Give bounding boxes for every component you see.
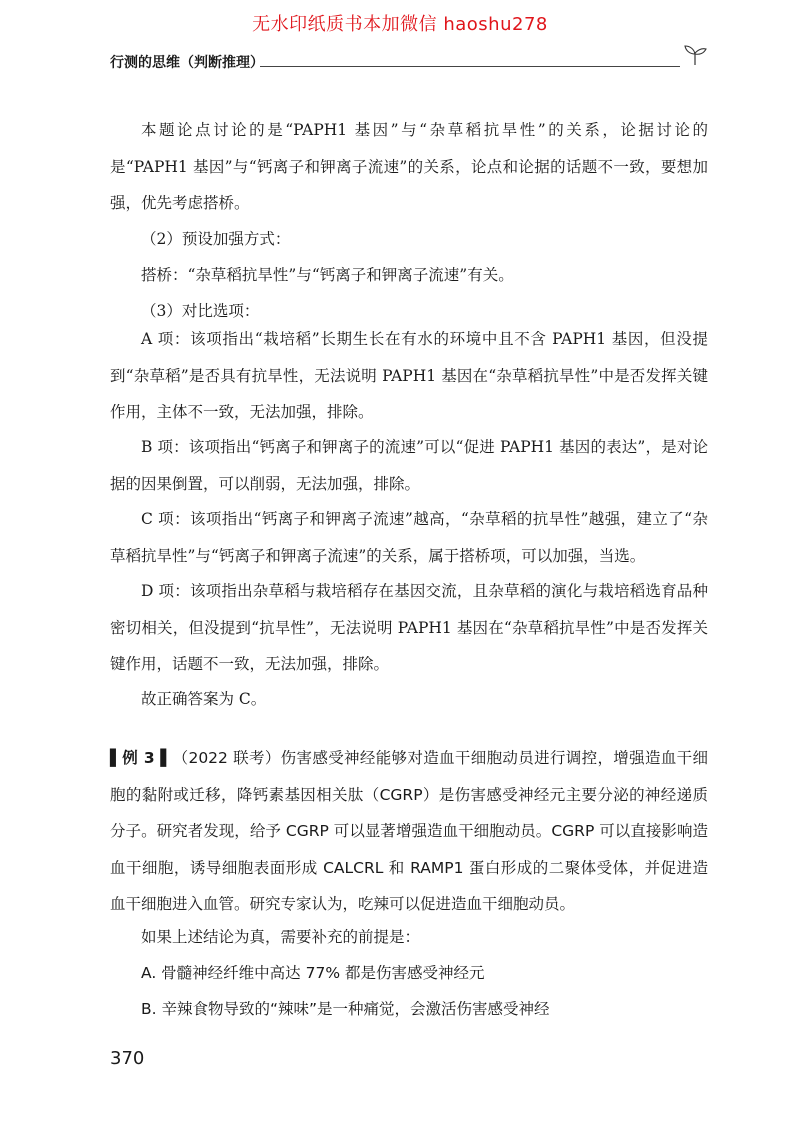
example3-label: ▌例 3 ▌ bbox=[110, 749, 173, 767]
analysis-option-b: B 项：该项指出“钙离子和钾离子的流速”可以“促进 PAPH1 基因的表达”，是对论据的因果倒置，可以削弱，无法加强，排除。 bbox=[110, 438, 708, 493]
step3-title: （3）对比选项： bbox=[141, 302, 260, 320]
example3-option-b: B. 辛辣食物导致的“辣味”是一种痛觉，会激活伤害感受神经 bbox=[141, 1000, 550, 1018]
example3-stem bbox=[110, 740, 708, 923]
example3-question: 如果上述结论为真，需要补充的前提是： bbox=[141, 928, 421, 946]
analysis-option-c: C 项：该项指出“钙离子和钾离子流速”越高，“杂草稻的抗旱性”越强，建立了“杂草稻抗旱性”与“钙离子和钾离子流速”的关系，属于搭桥项，可以加强，当选。 bbox=[110, 510, 708, 565]
answer-line: 故正确答案为 C。 bbox=[141, 690, 267, 708]
analysis-option-d: D 项：该项指出杂草稻与栽培稻存在基因交流，且杂草稻的演化与栽培稻选育品种密切相关，但没提到“抗旱性”，无法说明 PAPH1 基因在“杂草稻抗旱性”中是否发挥关键作用，话题不一致，无法加强，排除。 bbox=[110, 582, 708, 673]
sprout-icon bbox=[682, 44, 708, 66]
watermark-text: 无水印纸质书本加微信 haoshu278 bbox=[252, 14, 548, 35]
step2-title: （2）预设加强方式： bbox=[141, 230, 291, 248]
header-rule bbox=[260, 66, 680, 67]
book-title: 行测的思维（判断推理） bbox=[110, 55, 264, 71]
example3-option-a: A. 骨髓神经纤维中高达 77% 都是伤害感受神经元 bbox=[141, 964, 485, 982]
page-number: 370 bbox=[110, 1048, 145, 1069]
analysis-option-a: A 项：该项指出“栽培稻”长期生长在有水的环境中且不含 PAPH1 基因，但没提到“杂草稻”是否具有抗旱性，无法说明 PAPH1 基因在“杂草稻抗旱性”中是否发挥关键作用，主体不一致，无法加强，排除。 bbox=[110, 330, 708, 421]
analysis-intro: 本题论点讨论的是“PAPH1 基因”与“杂草稻抗旱性”的关系，论据讨论的是“PAPH1 基因”与“钙离子和钾离子流速”的关系，论点和论据的话题不一致，要想加强，优先考虑搭桥。 bbox=[110, 121, 708, 212]
running-header bbox=[110, 52, 710, 76]
step2-text: 搭桥：“杂草稻抗旱性”与“钙离子和钾离子流速”有关。 bbox=[141, 266, 514, 284]
example3-text: （2022 联考）伤害感受神经能够对造血干细胞动员进行调控，增强造血干细胞的黏附或迁移，降钙素基因相关肽（CGRP）是伤害感受神经元主要分泌的神经递质分子。研究者发现，给予 CGRP 可以显著增强造血干细胞动员。CGRP 可以直接影响造血干细胞，诱导细胞表面形成 CALCRL 和 RAMP1 蛋白形成的二聚体受体，并促进造血干细胞进入血管。研究专家认为，吃辣可以促进造血干细胞动员。 bbox=[110, 749, 708, 913]
